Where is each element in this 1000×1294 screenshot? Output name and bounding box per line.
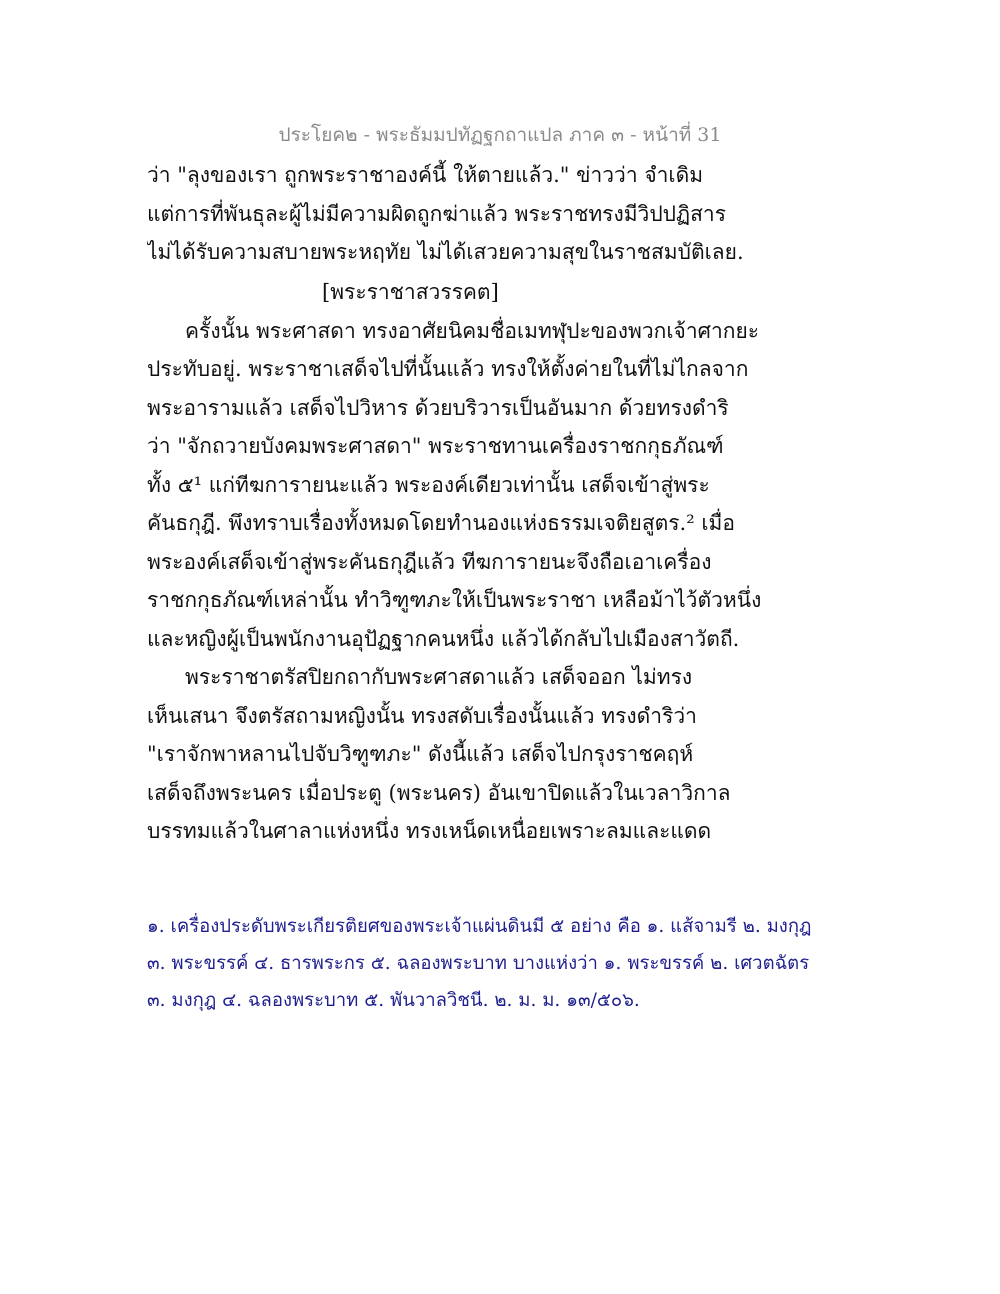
body-line: เห็นเสนา จึงตรัสถามหญิงนั้น ทรงสดับเรื่องนั้นแล้ว ทรงดำริว่า [147, 703, 697, 728]
body-line: ทั้ง ๕¹ แก่ทีฆการายนะแล้ว พระองค์เดียวเท่านั้น เสด็จเข้าสู่พระ [147, 472, 710, 497]
footnote-line: ๓. มงกุฎ ๔. ฉลองพระบาท ๕. พันวาลวิชนี. ๒. ม. ม. ๑๓/๕๐๖. [147, 990, 640, 1011]
body-line: พระอารามแล้ว เสด็จไปวิหาร ด้วยบริวารเป็นอันมาก ด้วยทรงดำริ [147, 395, 729, 420]
body-line: พระองค์เสด็จเข้าสู่พระคันธกุฎีแล้ว ทีฆการายนะจึงถือเอาเครื่อง [147, 549, 712, 574]
footnotes [147, 908, 867, 1019]
body-text [147, 156, 867, 851]
body-line: เสด็จถึงพระนคร เมื่อประตู (พระนคร) อันเขาปิดแล้วในเวลาวิกาล [147, 780, 731, 805]
running-header-text: ประโยค๒ - พระธัมมปทัฏฐกถาแปล ภาค ๓ - หน้าที่ 31 [278, 124, 722, 146]
body-line: แต่การที่พันธุละผู้ไม่มีความผิดถูกฆ่าแล้ว พระราชทรงมีวิปปฏิสาร [147, 201, 726, 226]
body-line: ว่า "จักถวายบังคมพระศาสดา" พระราชทานเครื่องราชกกุธภัณฑ์ [147, 434, 724, 458]
body-line: ไม่ได้รับความสบายพระหฤทัย ไม่ได้เสวยความสุขในราชสมบัติเลย. [147, 240, 744, 264]
footnote-line: ๑. เครื่องประดับพระเกียรติยศของพระเจ้าแผ่นดินมี ๕ อย่าง คือ ๑. แส้จามรี ๒. มงกุฎ [147, 916, 812, 937]
body-line: ราชกกุธภัณฑ์เหล่านั้น ทำวิฑูฑภะให้เป็นพระราชา เหลือม้าไว้ตัวหนึ่ง [147, 588, 762, 612]
body-line: คันธกุฎี. พึงทราบเรื่องทั้งหมดโดยทำนองแห่งธรรมเจติยสูตร.² เมื่อ [147, 511, 735, 535]
body-line: ประทับอยู่. พระราชาเสด็จไปที่นั้นแล้ว ทรงให้ตั้งค่ายในที่ไม่ไกลจาก [147, 357, 749, 381]
body-line: ว่า "ลุงของเรา ถูกพระราชาองค์นี้ ให้ตายแล้ว." ข่าวว่า จำเดิม [147, 163, 704, 187]
section-heading: [พระราชาสวรรคต] [322, 279, 499, 304]
body-line: บรรทมแล้วในศาลาแห่งหนึ่ง ทรงเหน็ดเหนื่อยเพราะลมและแดด [147, 819, 712, 843]
body-line: "เราจักพาหลานไปจับวิฑูฑภะ" ดังนี้แล้ว เสด็จไปกรุงราชคฤห์ [147, 742, 694, 766]
body-line: พระราชาตรัสปิยกถากับพระศาสดาแล้ว เสด็จออก ไม่ทรง [185, 665, 693, 689]
body-line: ครั้งนั้น พระศาสดา ทรงอาศัยนิคมชื่อเมทฬุปะของพวกเจ้าศากยะ [185, 318, 760, 343]
footnote-line: ๓. พระขรรค์ ๔. ธารพระกร ๕. ฉลองพระบาท บางแห่งว่า ๑. พระขรรค์ ๒. เศวตฉัตร [147, 953, 810, 974]
body-line: และหญิงผู้เป็นพนักงานอุปัฏฐากคนหนึ่ง แล้วได้กลับไปเมืองสาวัตถี. [147, 626, 740, 651]
running-header [0, 120, 1000, 150]
